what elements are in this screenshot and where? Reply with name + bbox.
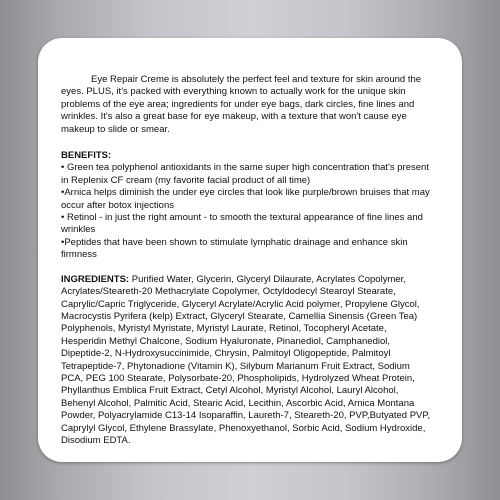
intro-paragraph: Eye Repair Creme is absolutely the perfect feel and texture for skin around the eyes. PLUS, it's packed with everything known to actually work for the unique skin problems of the eye area; ingredients for under eye bags, dark circles, fine lines and wrinkles. It's also a great base for eye makeup, with a texture that won't cause eye makeup to slide or smear. xyxy=(61,74,422,135)
benefits-heading: BENEFITS: xyxy=(61,150,112,162)
ingredients-heading: INGREDIENTS: xyxy=(61,273,130,285)
benefit-item: •Peptides that have been shown to stimulate lymphatic drainage and enhance skin firmness xyxy=(61,236,408,261)
ingredients-list: Purified Water, Glycerin, Glyceryl Dilaurate, Acrylates Copolymer, Acrylates/Steareth-20 Methacrylate Copolymer, Octyldodecyl Stearoyl Stearate, Caprylic/Capric Triglyceride, Glyceryl Acrylate/Acrylic Acid polymer, Propylene Glycol, Macrocystis Pyrifera (kelp) Extract, Glyceryl Stearate, Camellia Sinensis (Green Tea) Polyphenols, Myristyl Myristate, Myristyl Laurate, Retinol, Tocopheryl Acetate, Hesperidin Methyl Chalcone, Sodium Hyaluronate, Pinanediol, Camphanediol, Dipeptide-2, N-Hydroxysuccinimide, Chrysin, Palmitoyl Oligopeptide, Palmitoyl Tetrapeptide-7, Phytonadione (Vitamin K), Silybum Marianum Fruit Extract, Sodium PCA, PEG 100 Stearate, Polysorbate-20, Phospholipids, Hydrolyzed Wheat Protein, Phyllanthus Emblica Fruit Extract, Cetyl Alcohol, Myristyl Alcohol, Lauryl Alcohol, Behenyl Alcohol, Palmitic Acid, Stearic Acid, Lecithin, Ascorbic Acid, Arnica Montana Powder, Polyacrylamide C13-14 Isoparaffin, Laureth-7, Steareth-20, PVP,Butyated PVP, Caprylyl Glycol, Ethylene Brassylate, Phenoxyethanol, Sorbic Acid, Sodium Hydroxide, Disodium EDTA. xyxy=(61,273,431,446)
benefit-item: •Arnica helps diminish the under eye circles that look like purple/brown bruises that may occur after botox injections xyxy=(61,187,430,211)
benefit-item: • Retinol - in just the right amount - to smooth the textural appearance of fine lines and wrinkles xyxy=(61,212,423,236)
benefit-item: • Green tea polyphenol antioxidants in the same super high concentration that's present in Replenix CF cream (my favorite facial product of all time) xyxy=(61,162,429,186)
ingredients-section xyxy=(61,274,432,448)
benefits-section xyxy=(61,150,432,262)
product-info-card xyxy=(38,38,462,462)
